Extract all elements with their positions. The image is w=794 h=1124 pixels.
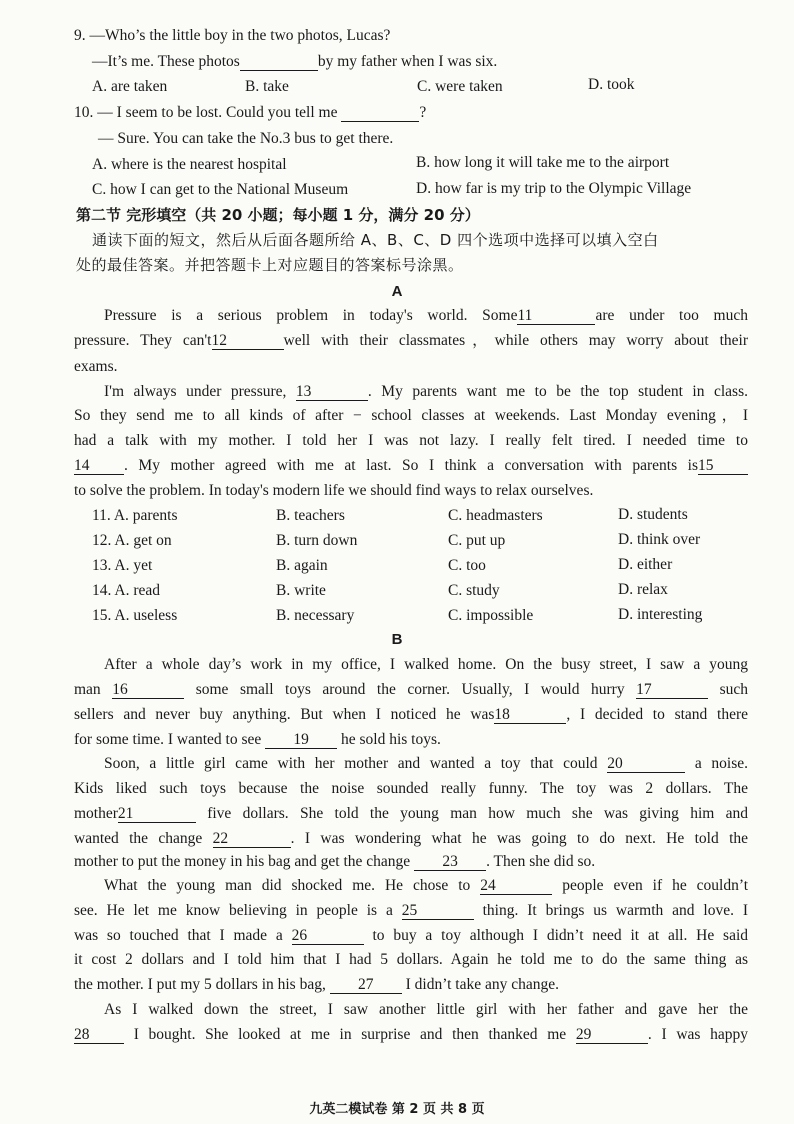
blank-24[interactable]: 24 bbox=[480, 877, 552, 895]
blank-13[interactable]: 13 bbox=[296, 383, 368, 401]
section-instructions: 通读下面的短文，然后从后面各题所给 A、B、C、D 四个选项中选择可以填入空白 bbox=[92, 231, 659, 249]
passage-b-line: As I walked down the street, I saw another little girl with her father and gave her the bbox=[104, 1001, 748, 1018]
q10-option-d: D. how far is my trip to the Olympic Village bbox=[416, 180, 692, 197]
q9-option-b: B. take bbox=[245, 78, 289, 95]
blank-23[interactable]: 23 bbox=[414, 853, 486, 871]
option: B. write bbox=[276, 582, 326, 599]
blank-19[interactable]: 19 bbox=[265, 731, 337, 749]
q9-option-a: A. are taken bbox=[92, 78, 168, 95]
blank-21[interactable]: 21 bbox=[118, 805, 196, 823]
passage-a-line: 14 . My mother agreed with me at last. So I think a conversation with parents is15 bbox=[74, 456, 748, 476]
passage-b-line: was so touched that I made a 26 to buy a toy although I didn’t need it at all. He said bbox=[74, 927, 749, 944]
q9-option-c: C. were taken bbox=[417, 78, 503, 95]
passage-b-line: man 16 some small toys around the corner. Usually, I would hurry 17 such bbox=[74, 681, 749, 698]
option: C. impossible bbox=[448, 607, 534, 624]
passage-b-line: After a whole day’s work in my office, I walked home. On the busy street, I saw a young bbox=[104, 656, 748, 673]
option: D. students bbox=[618, 506, 688, 523]
passage-a-line: Pressure is a serious problem in today's world. Some11 are under too much bbox=[104, 307, 748, 324]
option: D. relax bbox=[618, 581, 668, 598]
q9-reply: —It’s me. These photos by my father when I was six. bbox=[92, 53, 498, 70]
passage-a-line: had a talk with my mother. I told her I was not lazy. I really felt tired. I needed time to bbox=[74, 432, 748, 449]
passage-b-line: mother to put the money in his bag and get the change 23 . Then she did so. bbox=[74, 853, 596, 870]
blank[interactable] bbox=[341, 104, 419, 122]
blank-25[interactable]: 25 bbox=[402, 902, 474, 920]
passage-b-line: sellers and never buy anything. But when I noticed he was18 , I decided to stand there bbox=[74, 706, 748, 723]
q10-stem: 10. — I seem to be lost. Could you tell me ? bbox=[74, 104, 427, 121]
page-footer: 九英二模试卷 第 2 页 共 8 页 bbox=[309, 1102, 485, 1117]
passage-b-line: Soon, a little girl came with her mother and wanted a toy that could 20 a noise. bbox=[104, 755, 748, 772]
blank[interactable] bbox=[240, 53, 318, 71]
passage-b-label: B bbox=[391, 631, 403, 648]
passage-b-line: mother21 five dollars. She told the young man how much she was giving him and bbox=[74, 805, 749, 822]
q10-reply: — Sure. You can take the No.3 bus to get there. bbox=[98, 130, 394, 147]
option: 14. A. read bbox=[92, 582, 161, 599]
passage-a-line: pressure. They can't12 well with their classmates，while others may worry about their bbox=[74, 332, 748, 349]
option: B. turn down bbox=[276, 532, 358, 549]
section-heading: 第二节 完形填空（共 20 小题；每小题 1 分，满分 20 分） bbox=[76, 206, 480, 224]
option: C. too bbox=[448, 557, 486, 574]
option: 12. A. get on bbox=[92, 532, 172, 549]
blank-28[interactable]: 28 bbox=[74, 1026, 124, 1044]
option: B. again bbox=[276, 557, 328, 574]
q9-option-d: D. took bbox=[588, 76, 635, 93]
blank-11[interactable]: 11 bbox=[517, 307, 595, 325]
passage-b-line: 28 I bought. She looked at me in surprise and then thanked me 29 . I was happy bbox=[74, 1026, 749, 1043]
passage-a-line: exams. bbox=[74, 358, 118, 375]
option: D. interesting bbox=[618, 606, 703, 623]
passage-b-line: Kids liked such toys because the noise sounded really funny. The toy was 2 dollars. The bbox=[74, 780, 748, 797]
option: D. either bbox=[618, 556, 673, 573]
option: C. headmasters bbox=[448, 507, 543, 524]
blank-26[interactable]: 26 bbox=[292, 927, 364, 945]
passage-b-line: it cost 2 dollars and I told him that I had 5 dollars. Again he told me to do the same thing as bbox=[74, 951, 748, 968]
option: B. necessary bbox=[276, 607, 355, 624]
blank-22[interactable]: 22 bbox=[213, 830, 291, 848]
q10-option-b: B. how long it will take me to the airport bbox=[416, 154, 670, 171]
blank-29[interactable]: 29 bbox=[576, 1026, 648, 1044]
passage-a-line: So they send me to all kinds of after − school classes at weekends. Last Monday evening，I bbox=[74, 407, 748, 424]
option: 15. A. useless bbox=[92, 607, 178, 624]
blank-17[interactable]: 17 bbox=[636, 681, 708, 699]
blank-20[interactable]: 20 bbox=[607, 755, 685, 773]
passage-b-line: for some time. I wanted to see 19 he sold his toys. bbox=[74, 731, 441, 748]
option: 11. A. parents bbox=[92, 507, 178, 524]
passage-a-line: to solve the problem. In today's modern life we should find ways to relax ourselves. bbox=[74, 482, 594, 499]
blank-15[interactable]: 15 bbox=[698, 457, 748, 475]
passage-b-line: the mother. I put my 5 dollars in his bag, 27 I didn’t take any change. bbox=[74, 976, 559, 993]
blank-16[interactable]: 16 bbox=[112, 681, 184, 699]
section-instructions-cont: 处的最佳答案。并把答题卡上对应题目的答案标号涂黑。 bbox=[76, 256, 464, 274]
q9-stem: 9. —Who’s the little boy in the two photos, Lucas? bbox=[74, 27, 391, 44]
option: C. study bbox=[448, 582, 500, 599]
option: B. teachers bbox=[276, 507, 345, 524]
blank-12[interactable]: 12 bbox=[212, 332, 284, 350]
option: C. put up bbox=[448, 532, 506, 549]
passage-b-line: see. He let me know believing in people is a 25 thing. It brings us warmth and love. I bbox=[74, 902, 748, 919]
q10-option-a: A. where is the nearest hospital bbox=[92, 156, 287, 173]
blank-18[interactable]: 18 bbox=[494, 706, 566, 724]
option: D. think over bbox=[618, 531, 701, 548]
passage-a-label: A bbox=[391, 283, 403, 300]
blank-27[interactable]: 27 bbox=[330, 976, 402, 994]
option: 13. A. yet bbox=[92, 557, 153, 574]
q10-option-c: C. how I can get to the National Museum bbox=[92, 181, 349, 198]
passage-b-line: wanted the change 22 . I was wondering what he was going to do next. He told the bbox=[74, 830, 749, 847]
blank-14[interactable]: 14 bbox=[74, 457, 124, 475]
passage-a-line: I'm always under pressure, 13 . My parents want me to be the top student in class. bbox=[104, 383, 748, 400]
passage-b-line: What the young man did shocked me. He chose to 24 people even if he couldn’t bbox=[104, 877, 749, 894]
